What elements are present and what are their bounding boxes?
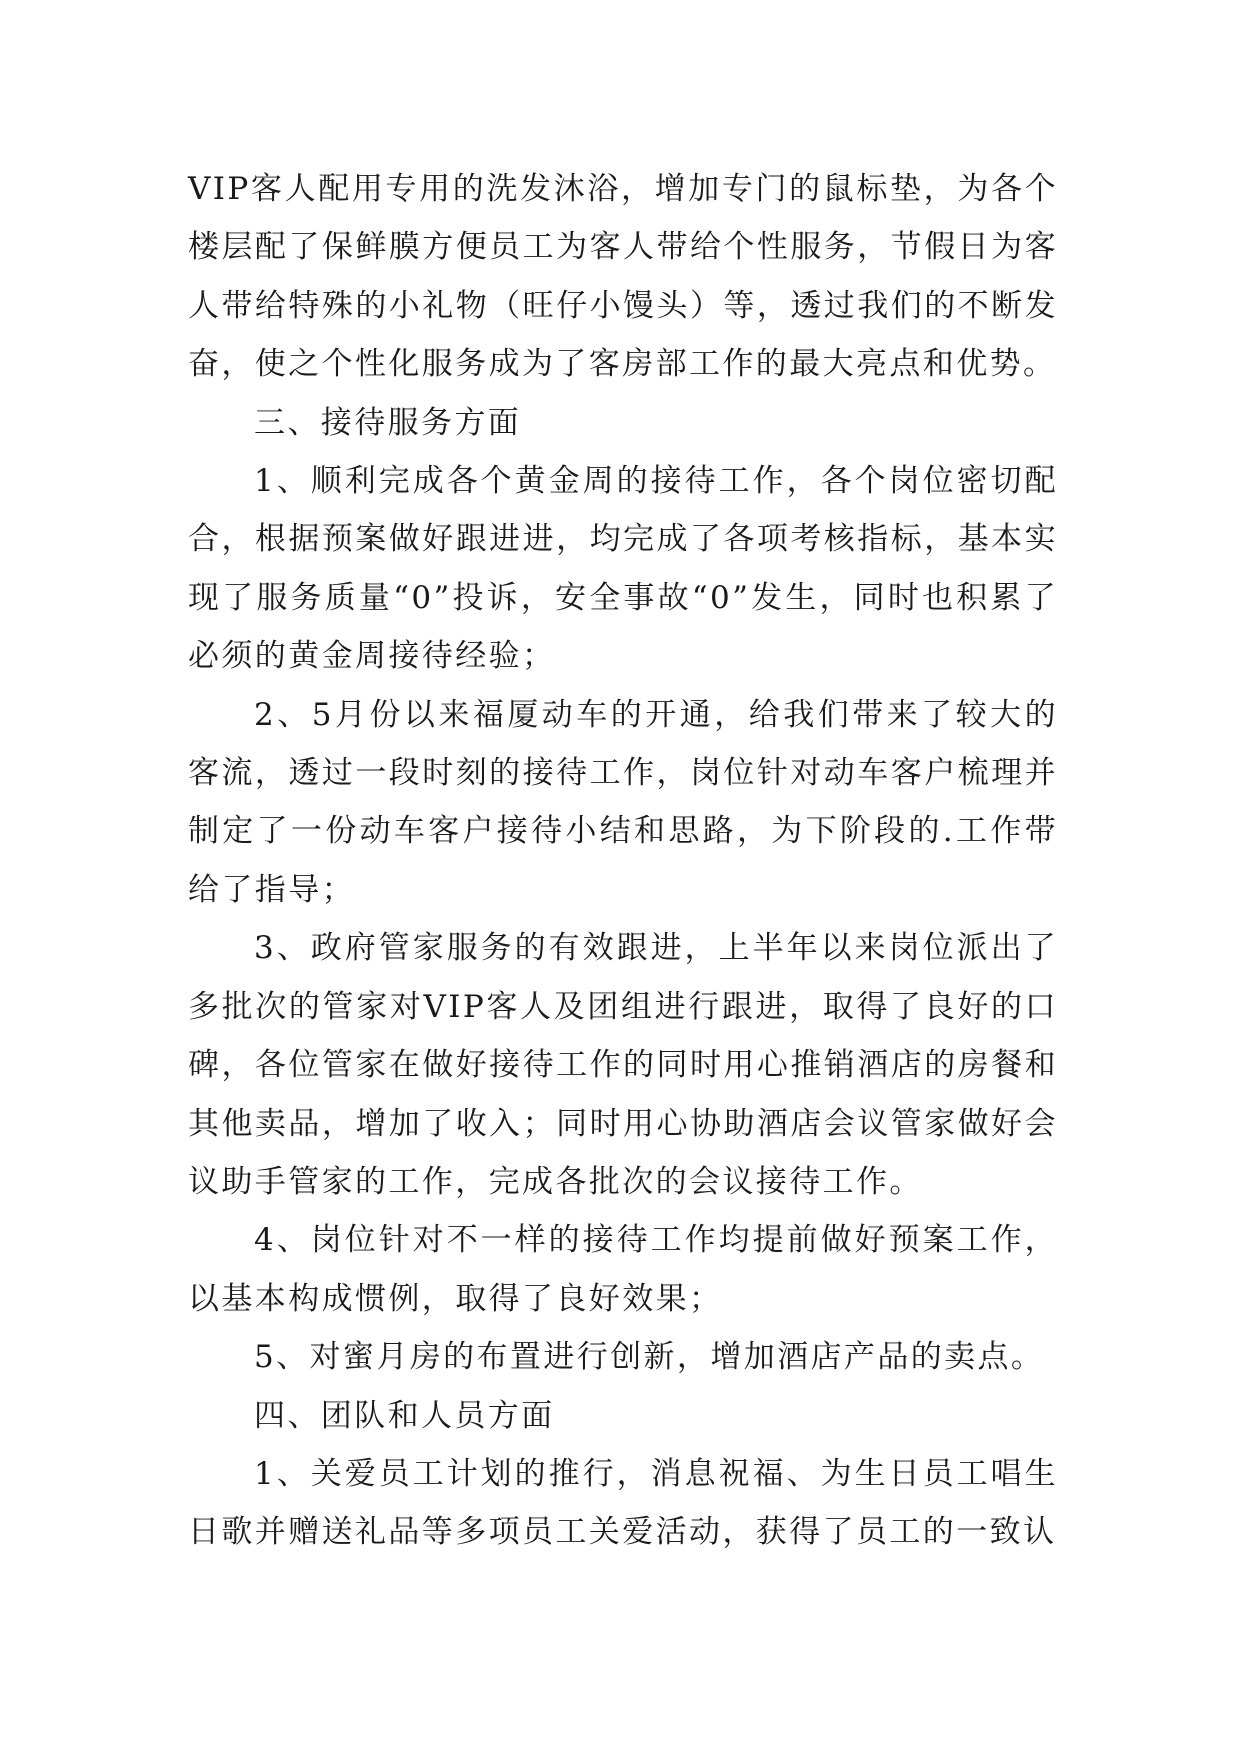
paragraph-reception-plans: 4、岗位针对不一样的接待工作均提前做好预案工作，以基本构成惯例，取得了良好效果； <box>188 1222 1058 1317</box>
document-body <box>188 160 1058 1562</box>
paragraph-government-butler: 3、政府管家服务的有效跟进，上半年以来岗位派出了多批次的管家对VIP客人及团组进行跟进，取得了良好的口碑，各位管家在做好接待工作的同时用心推销酒店的房餐和其他卖品，增加了收入；同时用心协助酒店会议管家做好会议助手管家的工作，完成各批次的会议接待工作。 <box>188 930 1058 1200</box>
heading-reception-service: 三、接待服务方面 <box>254 404 522 441</box>
paragraph-personalized-service: VIP客人配用专用的洗发沐浴，增加专门的鼠标垫，为各个楼层配了保鲜膜方便员工为客人带给个性服务，节假日为客人带给特殊的小礼物（旺仔小馒头）等，透过我们的不断发奋，使之个性化服务成为了客房部工作的最大亮点和优势。 <box>188 171 1058 383</box>
paragraph-golden-week: 1、顺利完成各个黄金周的接待工作，各个岗位密切配合，根据预案做好跟进进，均完成了各项考核指标，基本实现了服务质量“0”投诉，安全事故“0”发生，同时也积累了必须的黄金周接待经验； <box>188 463 1058 675</box>
paragraph-staff-care: 1、关爱员工计划的推行，消息祝福、为生日员工唱生日歌并赠送礼品等多项员工关爱活动，获得了员工的一致认 <box>188 1455 1058 1551</box>
paragraph-honeymoon-room: 5、对蜜月房的布置进行创新，增加酒店产品的卖点。 <box>254 1339 1045 1376</box>
heading-team-staff: 四、团队和人员方面 <box>254 1397 555 1434</box>
paragraph-bullet-train: 2、5月份以来福厦动车的开通，给我们带来了较大的客流，透过一段时刻的接待工作，岗位针对动车客户梳理并制定了一份动车客户接待小结和思路，为下阶段的.工作带给了指导； <box>188 696 1058 908</box>
